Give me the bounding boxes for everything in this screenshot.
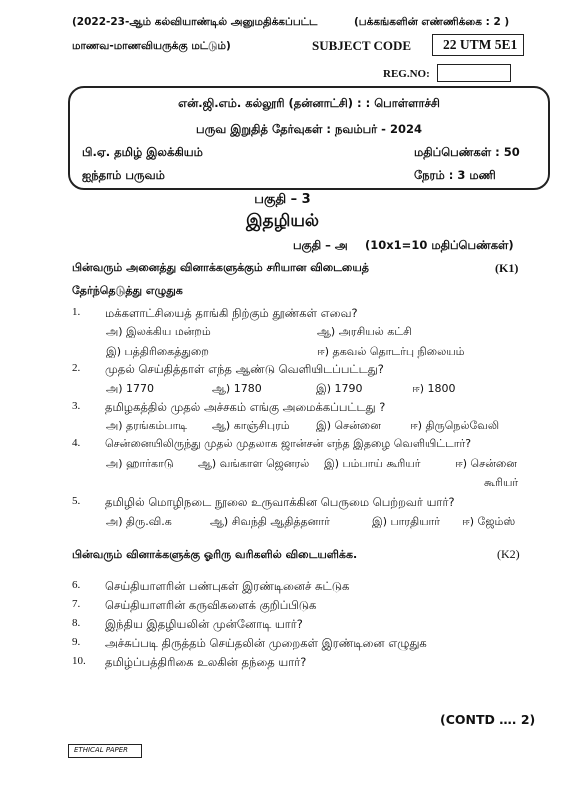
subject-code: 22 UTM 5E1	[443, 37, 518, 52]
option-a: அ) ஹார்காடு	[106, 457, 174, 470]
option-c: இ) சென்னை	[316, 419, 381, 432]
option-a: அ) 1770	[106, 382, 155, 395]
question-item	[0, 579, 565, 597]
question-item	[0, 617, 565, 635]
question-text: தமிழ்ப்பத்திரிகை உலகின் தந்தை யார்?	[105, 655, 307, 669]
academic-year-note: (2022-23-ஆம் கல்வியாண்டில் அனுமதிக்கப்பட்ட	[72, 16, 318, 28]
question-item	[0, 437, 565, 455]
question-text: சென்னையிலிருந்து முதல் முதலாக ஜான்சன் எந்த இதழை வெளியிட்டார்?	[105, 437, 472, 450]
option-b: ஆ) காஞ்சிபுரம்	[212, 419, 290, 432]
semester: ஐந்தாம் பருவம்	[82, 168, 165, 182]
option-c: இ) 1790	[316, 382, 363, 395]
section-a-instruction-2: தேர்ந்தெடுத்து எழுதுக	[72, 284, 183, 297]
question-item	[0, 362, 565, 380]
option-d: ஈ) தகவல் தொடர்பு நிலையம்	[317, 345, 465, 358]
question-text: முதல் செய்தித்தாள் எந்த ஆண்டு வெளியிடப்பட்டது?	[105, 362, 384, 376]
regno-label: REG.NO:	[383, 68, 430, 80]
subject-code-label: SUBJECT CODE	[312, 38, 412, 53]
question-item	[0, 400, 565, 418]
question-item	[0, 495, 565, 513]
subject-code-box	[432, 34, 524, 56]
option-b: ஆ) அரசியல் கட்சி	[317, 325, 412, 338]
question-item	[0, 598, 565, 616]
section-a-label: பகுதி – அ	[293, 238, 348, 252]
option-d: ஈ) ஜேம்ஸ்	[462, 515, 516, 528]
option-b: ஆ) 1780	[212, 382, 262, 395]
option-a: அ) திரு.வி.க	[106, 515, 172, 528]
students-note: மாணவ-மாணவியருக்கு மட்டும்)	[72, 40, 231, 52]
option-c: இ) பாரதியார்	[372, 515, 441, 528]
option-a: அ) இலக்கிய மன்றம்	[106, 325, 211, 338]
page-count-note: (பக்கங்களின் எண்ணிக்கை : 2 )	[354, 16, 510, 28]
section-b-instruction: பின்வரும் வினாக்களுக்கு ஓரிரு வரிகளில் விடையளிக்க.	[72, 548, 358, 561]
exam-details-box	[68, 86, 550, 190]
option-d: ஈ) 1800	[412, 382, 456, 395]
option-b: ஆ) வங்காள ஜெனரல்	[198, 457, 310, 470]
option-d: ஈ) திருநெல்வேலி	[410, 419, 500, 432]
question-number: 9.	[72, 636, 81, 648]
section-a-instruction-1: பின்வரும் அனைத்து வினாக்களுக்கும் சரியான விடையைத்	[72, 261, 369, 274]
question-number: 6.	[72, 579, 81, 591]
question-item	[0, 636, 565, 654]
ethical-paper-stamp	[68, 744, 142, 758]
max-marks: மதிப்பெண்கள் : 50	[414, 145, 520, 159]
question-text: செய்தியாளரின் பண்புகள் இரண்டினைச் சுட்டுக	[105, 579, 350, 593]
question-number: 7.	[72, 598, 81, 610]
question-text: இந்திய இதழியலின் முன்னோடி யார்?	[105, 617, 303, 631]
question-text: தமிழகத்தில் முதல் அச்சகம் எங்கு அமைக்கப்பட்டது ?	[105, 400, 386, 414]
question-text: செய்தியாளரின் கருவிகளைக் குறிப்பிடுக	[105, 598, 317, 612]
option-c: இ) பம்பாய் கூரியர்	[324, 457, 421, 470]
course-name: பி.ஏ. தமிழ் இலக்கியம்	[82, 145, 203, 159]
question-item	[0, 655, 565, 673]
subject-title: இதழியல்	[245, 211, 320, 231]
regno-field[interactable]	[437, 64, 511, 82]
option-d-continuation: கூரியர்	[484, 476, 519, 489]
continued-note: (CONTD …. 2)	[440, 712, 536, 727]
ethical-paper-label: ETHICAL PAPER	[74, 746, 128, 754]
option-d: ஈ) சென்னை	[455, 457, 517, 470]
college-name: என்.ஜி.எம். கல்லூரி (தன்னாட்சி) : : பொள்ளாச்சி	[178, 96, 440, 110]
question-text: அச்சுப்படி திருத்தம் செய்தலின் முறைகள் இரண்டினை எழுதுக	[105, 636, 427, 650]
section-a-marks: (10x1=10 மதிப்பெண்கள்)	[365, 238, 514, 252]
question-number: 5.	[72, 495, 81, 507]
section-b-level: (K2)	[497, 547, 520, 561]
question-text: தமிழில் மொழிநடை நூலை உருவாக்கின பெருமை பெற்றவர் யார்?	[105, 495, 455, 509]
option-b: ஆ) சிவந்தி ஆதித்தனார்	[210, 515, 330, 528]
question-number: 1.	[72, 306, 81, 318]
exam-time: நேரம் : 3 மணி	[414, 168, 496, 182]
question-number: 8.	[72, 617, 81, 629]
question-item	[0, 306, 565, 324]
option-a: அ) தரங்கம்பாடி	[106, 419, 188, 432]
question-number: 3.	[72, 400, 81, 412]
question-text: மக்களாட்சியைத் தாங்கி நிற்கும் தூண்கள் எவை?	[105, 306, 358, 320]
question-number: 10.	[72, 655, 86, 667]
option-c: இ) பத்திரிகைத்துறை	[106, 345, 209, 358]
part-title: பகுதி – 3	[254, 192, 311, 207]
question-number: 2.	[72, 362, 81, 374]
question-number: 4.	[72, 437, 81, 449]
exam-title: பருவ இறுதித் தேர்வுகள் : நவம்பர் - 2024	[196, 122, 422, 136]
section-a-level: (K1)	[495, 261, 519, 275]
